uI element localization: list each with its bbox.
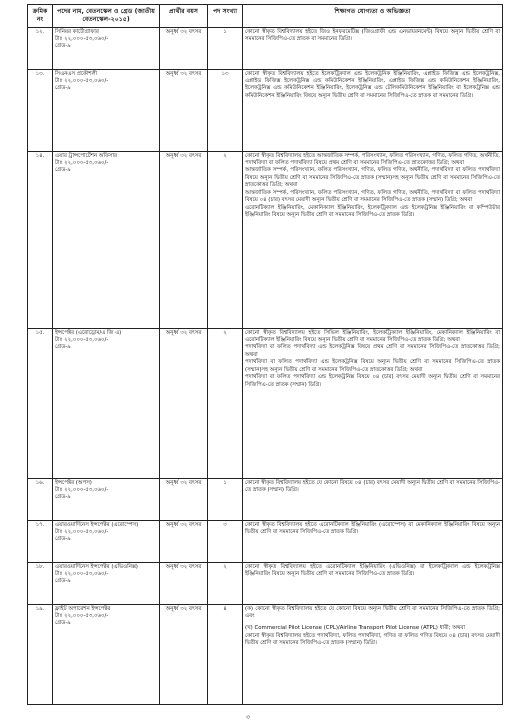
post-name: সিএনএস প্রকৌশলী (55, 70, 98, 77)
grade: গ্রেড-৯ (55, 536, 71, 543)
qualification-text: (খ) Commercial Pilot License (CPL)/Airline Transport Pilot License (ATPL) ধারী; অথবা (245, 625, 465, 632)
post-cell (53, 151, 160, 328)
post-cell (53, 520, 160, 562)
post-name: এয়ারওয়ার্দিনেস ইন্সপেক্টর (এভিওনিক্স) (55, 563, 138, 570)
pay-scale: টাঃ ২২,০০০-৫৩,০৬০/- (55, 336, 109, 343)
header-post-name: পদের নাম, বেতনস্কেল ও গ্রেড (জাতীয় বেতনস্কেল-২০১৫) (53, 5, 160, 28)
qualification-text: কোনো স্বীকৃত বিশ্ববিদ্যালয় হইতে এরোনটিক্যাল ইঞ্জিনিয়ারিং (এভিওনিক্স) বা ইলেকট্রিক্যাল এন্ড ইলেকট্রনিক্স ইঞ্জিনিয়ারিং বিষয়ে অন্যূন দ্বিতীয় শ্রেণি বা সমমানের সিজিপিএ-তে স্নাতক ডিগ্রি। (245, 563, 500, 577)
table-row (28, 151, 503, 328)
pay-scale: টাঃ ২২,০০০-৫৩,০৬০/- (55, 486, 109, 493)
age-cell: অনূর্ধ্ব ৩২ বৎসর (160, 604, 208, 704)
serial-cell: ১৮. (28, 562, 53, 604)
header-serial: ক্রমিক নং (28, 5, 53, 28)
qualification-cell (243, 328, 503, 478)
count-cell: ১৩ (208, 69, 243, 151)
post-cell (53, 478, 160, 520)
qualification-text: (ক) কোনো স্বীকৃত বিশ্ববিদ্যালয় হইতে যে কোনো বিষয়ে অন্যূন দ্বিতীয় শ্রেণি বা সমমানের সিজিপিএ-তে স্নাতক ডিগ্রি; এবং (245, 605, 500, 619)
table-row (28, 27, 503, 69)
qualification-cell (243, 69, 503, 151)
post-name: ইন্সপেক্টর (অপস) (55, 479, 92, 486)
grade: গ্রেড-৯ (55, 43, 71, 50)
post-cell (53, 562, 160, 604)
qualification-cell (243, 27, 503, 69)
count-cell: ৩ (208, 520, 243, 562)
count-cell: ৪ (208, 604, 243, 704)
serial-cell: ১৭. (28, 520, 53, 562)
table-row (28, 562, 503, 604)
grade: গ্রেড-৯ (55, 344, 71, 351)
qualification-text: পদার্থবিদ্যা বা ফলিত পদার্থবিদ্যা এন্ড ইলেকট্রনিক্স বিষয়ে অন্যূন দ্বিতীয় শ্রেণি বা সমমানের সিজিপিএ-তে স্নাতক (সম্মান)সহ অন্যূন দ্বিতীয় শ্রেণি বা সমমানের সিজিপিএ-তে স্নাতকোত্তর ডিগ্রি; অথবা (245, 359, 500, 373)
age-cell: অনূর্ধ্ব ৩২ বৎসর (160, 151, 208, 328)
grade: গ্রেড-৯ (55, 620, 71, 627)
grade: গ্রেড-৯ (55, 85, 71, 92)
table-row (28, 69, 503, 151)
qualification-text: কোনো স্বীকৃত বিশ্ববিদ্যালয় হইতে ইলেকট্রিক্যাল এন্ড ইলেকট্রনিক ইঞ্জিনিয়ারিং, এপ্লাইড ফিজিক্স এন্ড ইলেকট্রনিক্স, এপ্লাইড ফিজিক্স ইলেকট্রনিক্স এন্ড কমিউনিকেশন ইঞ্জিনিয়ারিং, এপ্লাইড ফিজিক্স এন্ড কমিউনিকেশন ইঞ্জিনিয়ারিং, ইলেকট্রনিক্স এন্ড কমিউনিকেশন ইঞ্জিনিয়ারিং, ইলেকট্রনিক্স এন্ড টেলিকমিউনিকেশন ইঞ্জিনিয়ারিং বা ইলেকট্রনিক্স এন্ড কমিউনিকেশন ইঞ্জিনিয়ারিং বিষয়ে অন্যূন দ্বিতীয় শ্রেণি বা সমমানের সিজিপিএ-তে স্নাতক বা সমমানের ডিগ্রি। (245, 70, 500, 99)
post-name: ইন্সপেক্টর (এরোড্রোম/এ জি এ) (55, 329, 122, 336)
header-age: প্রার্থীর বয়স (160, 5, 208, 28)
age-cell: অনূর্ধ্ব ৩২ বৎসর (160, 520, 208, 562)
qualification-cell (243, 604, 503, 704)
serial-cell: ১৫. (28, 328, 53, 478)
qualification-cell (243, 562, 503, 604)
table-row (28, 478, 503, 520)
count-cell: ১ (208, 478, 243, 520)
post-name: ফ্লাইট অপারেশন ইন্সপেক্টর (55, 605, 111, 612)
post-name: এয়ার ট্রান্সপোর্টেশন অফিসার (55, 152, 118, 159)
qualification-text: আন্তর্জাতিক সম্পর্ক, পরিসংখ্যান, ফলিত পরিসংখ্যান, গণিত, ফলিত গণিত, অর্থনীতি, পদার্থবিদ্যা বা ফলিত পদার্থবিদ্যা বিষয়ে অন্যূন দ্বিতীয় শ্রেণি বা সমমানের সিজিপিএ-তে স্নাতক (সম্মান)সহ অন্যূন দ্বিতীয় শ্রেণি বা সমমানের সিজিপিএ-তে স্নাতকোত্তর ডিগ্রি; অথবা (245, 167, 500, 189)
post-name: এয়ারওয়ার্দিনেস ইন্সপেক্টর (এরোস্পেস) (55, 521, 139, 528)
age-cell: অনূর্ধ্ব ৩২ বৎসর (160, 478, 208, 520)
pay-scale: টাঃ ২২,০০০-৫৩,০৬০/- (55, 159, 109, 166)
qualification-text: কোনো স্বীকৃত বিশ্ববিদ্যালয় হইতে আন্তর্জাতিক সম্পর্ক, পরিসংখ্যান, ফলিত পরিসংখ্যান, গণিত, ফলিত গণিত, অর্থনীতি, পদার্থবিদ্যা বা ফলিত পদার্থবিদ্যা বিষয়ে প্রথম শ্রেণি বা সমমানের সিজিপিএ-তে স্নাতকোত্তর ডিগ্রি; অথবা (245, 152, 500, 166)
qualification-cell (243, 151, 503, 328)
qualification-text: পদার্থবিদ্যা বা ফলিত পদার্থবিদ্যা এন্ড ইলেকট্রনিক্স বিষয়ে ০৪ (চার) বৎসর মেয়াদী অন্যূন দ্বিতীয় শ্রেণি বা সমমানের সিজিপিএ-তে স্নাতক (সম্মান) ডিগ্রি। (245, 374, 500, 388)
count-cell: ২ (208, 328, 243, 478)
recruitment-table-page (27, 4, 502, 705)
post-cell (53, 69, 160, 151)
recruitment-table (27, 4, 503, 705)
age-cell: অনূর্ধ্ব ৩২ বৎসর (160, 69, 208, 151)
post-cell (53, 604, 160, 704)
grade: গ্রেড-৯ (55, 167, 71, 174)
qualification-text: কোনো স্বীকৃত বিশ্ববিদ্যালয় হইতে জিও ইনফরমেটিক্স (জিওগ্রাফী এন্ড এনভায়রনমেন্ট) বিষয়ে অন্যূন দ্বিতীয় শ্রেণি বা সমমানের সিজিপিএ-তে স্নাতক বা সমমানের ডিগ্রি। (245, 28, 500, 42)
post-cell (53, 328, 160, 478)
age-cell: অনূর্ধ্ব ৩২ বৎসর (160, 328, 208, 478)
table-row (28, 604, 503, 704)
age-cell: অনূর্ধ্ব ৩২ বৎসর (160, 27, 208, 69)
post-name: সিনিয়র কার্টোগ্রাফার (55, 28, 99, 35)
pay-scale: টাঃ ২২,০০০-৫৩,০৬০/- (55, 612, 109, 619)
post-cell (53, 27, 160, 69)
qualification-text: কোনো স্বীকৃত বিশ্ববিদ্যালয় হইতে সিভিল ইঞ্জিনিয়ারিং, ইলেকট্রিক্যাল ইঞ্জিনিয়ারিং, মেকানিক্যাল ইঞ্জিনিয়ারিং বা এরোনটিক্যাল ইঞ্জিনিয়ারিং বিষয়ে অন্যূন দ্বিতীয় শ্রেণি বা সমমানের সিজিপিএ-তে স্নাতক ডিগ্রি; অথবা (245, 329, 500, 343)
pay-scale: টাঃ ২২,০০০-৫৩,০৬০/- (55, 77, 109, 84)
table-header-row (28, 5, 503, 28)
qualification-cell (243, 520, 503, 562)
count-cell: ২ (208, 562, 243, 604)
qualification-text: আন্তর্জাতিক সম্পর্ক, পরিসংখ্যান, ফলিত পরিসংখ্যান, গণিত, ফলিত গণিত, অর্থনীতি, পদার্থবিদ্যা বা ফলিত পদার্থবিদ্যা বিষয়ে ০৪ (চার) বৎসর মেয়াদী অন্যূন দ্বিতীয় শ্রেণি বা সমমানের সিজিপিএ-তে স্নাতক (সম্মান) ডিগ্রি; অথবা (245, 189, 500, 204)
serial-cell: ১৯. (28, 604, 53, 704)
qualification-text: কোনো স্বীকৃত বিশ্ববিদ্যালয় হইতে যে কোনো বিষয়ে ০৪ (চার) বৎসর মেয়াদী অন্যূন দ্বিতীয় শ্রেণি বা সমমানের সিজিপিএ-তে স্নাতক (সম্মান) ডিগ্রি। (245, 479, 500, 493)
qualification-cell (243, 478, 503, 520)
header-count: পদ সংখ্যা (208, 5, 243, 28)
age-cell: অনূর্ধ্ব ৩২ বৎসর (160, 562, 208, 604)
qualification-text: এরোনটিক্যাল ইঞ্জিনিয়ারিং, মেকানিক্যাল ইঞ্জিনিয়ারিং, ইলেকট্রিক্যাল এন্ড ইলেকট্রনিক্স ইঞ্জিনিয়ারিং বা কম্পিউটার ইঞ্জিনিয়ারিং বিষয়ে অন্যূন দ্বিতীয় শ্রেণি বা সমমানের সিজিপিএ-তে স্নাতক ডিগ্রি। (245, 204, 500, 219)
serial-cell: ১২. (28, 27, 53, 69)
serial-cell: ১৩. (28, 69, 53, 151)
pay-scale: টাঃ ২২,০০০-৫৩,০৬০/- (55, 35, 109, 42)
page-number: ৩ (246, 714, 250, 721)
table-row (28, 520, 503, 562)
pay-scale: টাঃ ২২,০০০-৫৩,০৬০/- (55, 570, 109, 577)
grade: গ্রেড-৯ (55, 578, 71, 585)
serial-cell: ১৪. (28, 151, 53, 328)
serial-cell: ১৬. (28, 478, 53, 520)
header-qualification: শিক্ষাগত যোগ্যতা ও অভিজ্ঞতা (243, 5, 503, 28)
count-cell: ১ (208, 27, 243, 69)
pay-scale: টাঃ ২২,০০০-৫৩,০৬০/- (55, 528, 109, 535)
table-row (28, 328, 503, 478)
qualification-text: কোনো স্বীকৃত বিশ্ববিদ্যালয় হইতে এরোনটিক্যাল ইঞ্জিনিয়ারিং (এরোস্পেস) বা মেকানিক্যাল ইঞ্জিনিয়ারিং বিষয়ে অন্যূন দ্বিতীয় শ্রেণি বা সমমানের সিজিপিএ-তে স্নাতক ডিগ্রি। (245, 521, 500, 535)
grade: গ্রেড-৯ (55, 494, 71, 501)
qualification-text: কোনো স্বীকৃত বিশ্ববিদ্যালয় হইতে পদার্থবিদ্যা, ফলিত পদার্থবিদ্যা, গণিত বা ফলিত গণিত বিষয়ে ০৪ (চার) বৎসর মেয়াদী দ্বিতীয় শ্রেণি বা সমমানের সিজিপিএ-তে স্নাতক (সম্মান) ডিগ্রি। (245, 632, 500, 647)
count-cell: ২ (208, 151, 243, 328)
qualification-text: পদার্থবিদ্যা বা ফলিত পদার্থবিদ্যা এন্ড ইলেকট্রনিক্স বিষয়ে প্রথম শ্রেণি বা সমমানের সিজিপিএ-তে স্নাতকোত্তর ডিগ্রি; অথবা (245, 344, 500, 358)
